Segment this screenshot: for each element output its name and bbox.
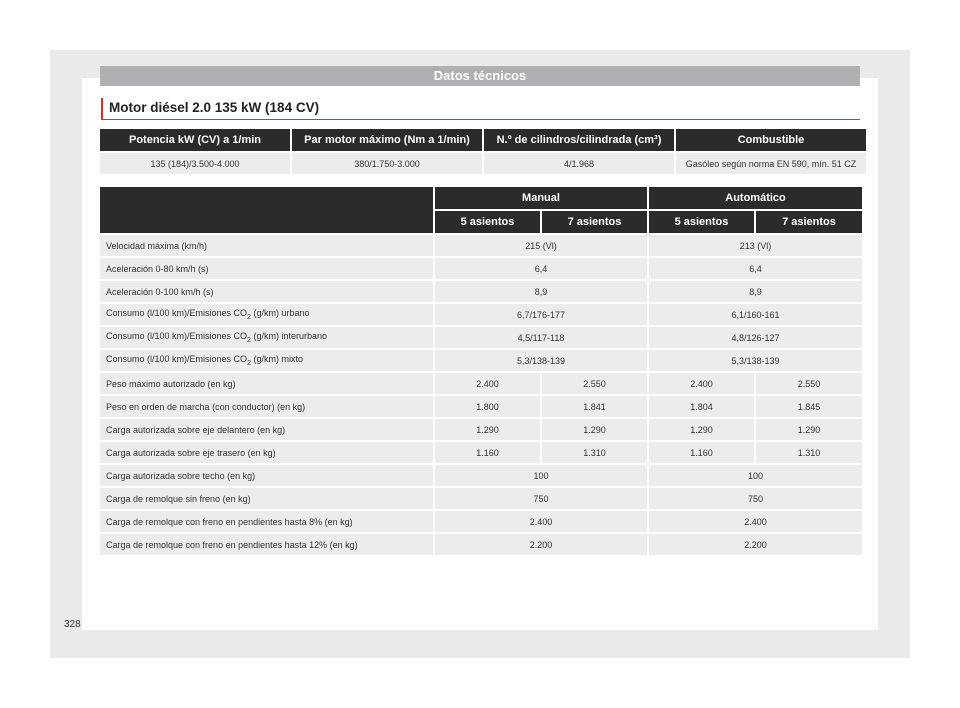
cell-value: 2.400 [649, 511, 862, 532]
table-row [100, 327, 862, 348]
seat-header: 5 asientos [435, 211, 540, 233]
cell-value: 1.804 [649, 396, 754, 417]
cell-value: 100 [649, 465, 862, 486]
row-label: Aceleración 0-80 km/h (s) [100, 258, 433, 279]
label-text: Consumo (l/100 km)/Emisiones CO [106, 354, 248, 365]
row-label: Aceleración 0-100 km/h (s) [100, 281, 433, 302]
row-label [100, 327, 433, 348]
table-row [100, 534, 862, 555]
cell-value: 213 (Vl) [649, 235, 862, 256]
table-row [100, 373, 862, 394]
subscript: 2 [247, 336, 251, 344]
cell-value: 2.550 [756, 373, 862, 394]
cell-value: 1.160 [649, 442, 754, 463]
performance-table [98, 185, 864, 557]
row-label: Carga autorizada sobre eje delantero (en kg) [100, 419, 433, 440]
section-title: Datos técnicos [100, 66, 860, 86]
cell-value: 215 (Vl) [435, 235, 647, 256]
cell-value: 4,8/126-127 [649, 327, 862, 348]
table-row [100, 235, 862, 256]
seat-header: 7 asientos [756, 211, 862, 233]
engine-value: Gasóleo según norma EN 590, mín. 51 CZ [676, 153, 866, 174]
cell-value: 100 [435, 465, 647, 486]
label-text: (g/km) interurbano [250, 331, 327, 342]
label-text: Consumo (l/100 km)/Emisiones CO [106, 331, 248, 342]
cell-value: 8,9 [435, 281, 647, 302]
row-label: Carga de remolque con freno en pendientes hasta 12% (en kg) [100, 534, 433, 555]
table-row [100, 442, 862, 463]
subscript: 2 [247, 359, 251, 367]
engine-value: 4/1.968 [484, 153, 674, 174]
cell-value: 1.310 [542, 442, 647, 463]
table-row [100, 350, 862, 371]
seat-header: 5 asientos [649, 211, 754, 233]
page-heading: Motor diésel 2.0 135 kW (184 CV) [101, 98, 860, 120]
table-row [100, 258, 862, 279]
cell-value: 4,5/117-118 [435, 327, 647, 348]
cell-value: 2.200 [435, 534, 647, 555]
row-label: Carga autorizada sobre techo (en kg) [100, 465, 433, 486]
corner-header [100, 187, 433, 233]
page-number: 328 [64, 619, 81, 630]
cell-value: 5,3/138-139 [649, 350, 862, 371]
row-label: Carga autorizada sobre eje trasero (en kg) [100, 442, 433, 463]
cell-value: 8,9 [649, 281, 862, 302]
cell-value: 1.800 [435, 396, 540, 417]
cell-value: 1.841 [542, 396, 647, 417]
cell-value: 1.845 [756, 396, 862, 417]
cell-value: 2.200 [649, 534, 862, 555]
table-row [100, 511, 862, 532]
engine-table [98, 127, 868, 176]
row-label [100, 304, 433, 325]
cell-value: 1.160 [435, 442, 540, 463]
table-row [100, 488, 862, 509]
row-label: Carga de remolque con freno en pendientes hasta 8% (en kg) [100, 511, 433, 532]
table-row [100, 465, 862, 486]
cell-value: 2.550 [542, 373, 647, 394]
cell-value: 2.400 [649, 373, 754, 394]
cell-value: 750 [435, 488, 647, 509]
cell-value: 2.400 [435, 373, 540, 394]
cell-value: 1.290 [435, 419, 540, 440]
table-row [100, 396, 862, 417]
subscript: 2 [247, 313, 251, 321]
table-row [100, 153, 866, 174]
cell-value: 1.290 [542, 419, 647, 440]
engine-value: 380/1.750-3.000 [292, 153, 482, 174]
cell-value: 2.400 [435, 511, 647, 532]
cell-value: 6,7/176-177 [435, 304, 647, 325]
row-label: Carga de remolque sin freno (en kg) [100, 488, 433, 509]
cell-value: 1.310 [756, 442, 862, 463]
engine-value: 135 (184)/3.500-4.000 [100, 153, 290, 174]
engine-header: N.º de cilindros/cilindrada (cm³) [484, 129, 674, 151]
cell-value: 750 [649, 488, 862, 509]
cell-value: 5,3/138-139 [435, 350, 647, 371]
label-text: Consumo (l/100 km)/Emisiones CO [106, 308, 248, 319]
cell-value: 1.290 [756, 419, 862, 440]
row-label: Velocidad máxima (km/h) [100, 235, 433, 256]
cell-value: 6,4 [435, 258, 647, 279]
table-row [100, 419, 862, 440]
seat-header: 7 asientos [542, 211, 647, 233]
engine-header: Combustible [676, 129, 866, 151]
group-header-manual: Manual [435, 187, 647, 209]
table-row [100, 281, 862, 302]
cell-value: 6,1/160-161 [649, 304, 862, 325]
engine-header: Par motor máximo (Nm a 1/min) [292, 129, 482, 151]
row-label [100, 350, 433, 371]
engine-header: Potencia kW (CV) a 1/min [100, 129, 290, 151]
cell-value: 1.290 [649, 419, 754, 440]
group-header-auto: Automático [649, 187, 862, 209]
label-text: (g/km) urbano [250, 308, 310, 319]
row-label: Peso en orden de marcha (con conductor) (en kg) [100, 396, 433, 417]
table-row [100, 304, 862, 325]
label-text: (g/km) mixto [250, 354, 303, 365]
cell-value: 6,4 [649, 258, 862, 279]
row-label: Peso máximo autorizado (en kg) [100, 373, 433, 394]
